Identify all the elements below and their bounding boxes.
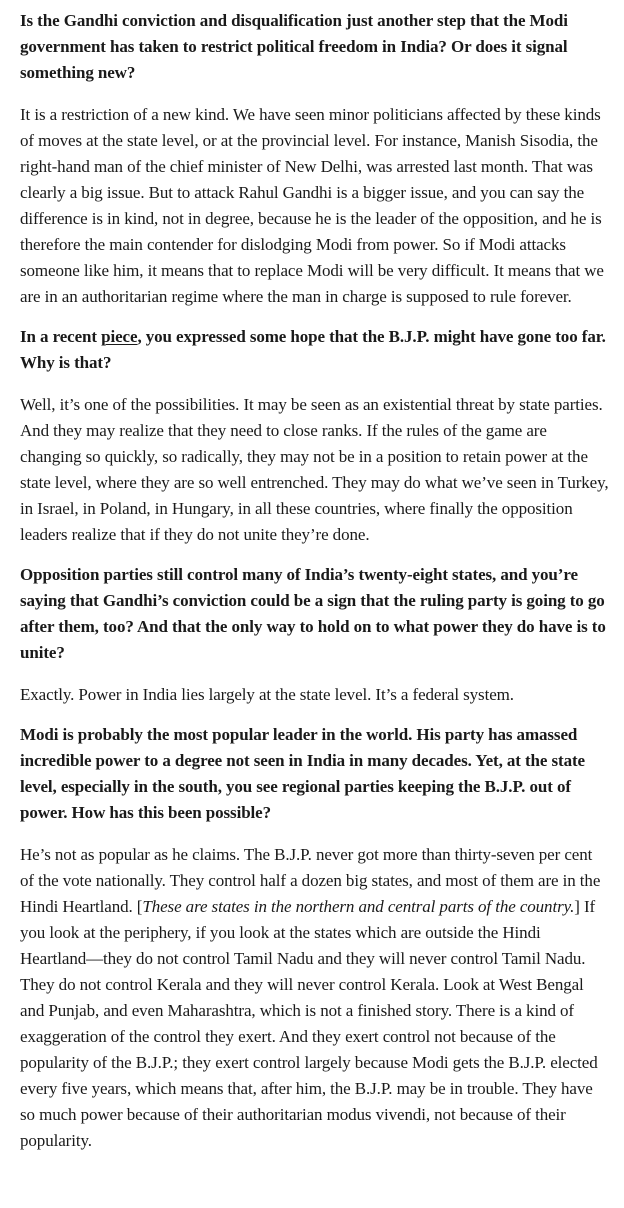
answer-4-text-end: ] If you look at the periphery, if you look at the states which are outside the Hindi Heartland—they do not control Tamil Nadu and they will never control Tamil Nadu. They do not control Kerala and they will never control Kerala. Look at West Bengal and Punjab, and even Maharashtra, which is not a finished story. There is a kind of exaggeration of the control they exert. And they exert control not because of the popularity of the B.J.P.; they exert control largely because Modi gets the B.J.P. elected every five years, which means that, after him, the B.J.P. may be in trouble. They have so much power because of their authoritarian modus vivendi, not because of their popularity. bbox=[20, 897, 598, 1150]
piece-link[interactable]: piece bbox=[101, 327, 138, 346]
interview-question-3: Opposition parties still control many of India’s twenty-eight states, and you’re saying that Gandhi’s conviction could be a sign that the ruling party is going to go after them, too? And that the only way to hold on to what power they do have is to unite? bbox=[20, 565, 606, 662]
question-2-text-start: In a recent bbox=[20, 327, 102, 346]
interview-answer-2: Well, it’s one of the possibilities. It may be seen as an existential threat by state parties. And they may realize that they need to close ranks. If the rules of the game are changing so quickly, so radically, they may not be in a position to retain power at the state level, where they are so well entrenched. They may do what we’ve seen in Turkey, in Israel, in Poland, in Hungary, in all these countries, where finally the opposition leaders realize that if they do not unite they’re done. bbox=[20, 395, 609, 544]
editorial-note: These are states in the northern and central parts of the country. bbox=[142, 897, 575, 916]
interview-question-2 bbox=[20, 324, 610, 376]
answer-4-text-start: He’s not as popular as he claims. The B.J.P. never got more than thirty-seven per cent of the vote nationally. They control half a dozen big states, and most of them are in the Hindi Heartland. [ bbox=[20, 845, 601, 916]
interview-answer-3: Exactly. Power in India lies largely at the state level. It’s a federal system. bbox=[20, 685, 514, 704]
interview-answer-1: It is a restriction of a new kind. We have seen minor politicians affected by these kinds of moves at the state level, or at the provincial level. For instance, Manish Sisodia, the right-hand man of the chief minister of New Delhi, was arrested last month. That was clearly a big issue. But to attack Rahul Gandhi is a bigger issue, and you can say the difference is in kind, not in degree, because he is the leader of the opposition, and he is therefore the main contender for dislodging Modi from power. So if Modi attacks someone like him, it means that to replace Modi will be very difficult. It means that we are in an authoritarian regime where the man in charge is supposed to rule forever. bbox=[20, 105, 604, 306]
question-2-text-end: , you expressed some hope that the B.J.P. might have gone too far. Why is that? bbox=[20, 327, 606, 372]
interview-answer-4 bbox=[20, 842, 610, 1154]
interview-question-4: Modi is probably the most popular leader in the world. His party has amassed incredible power to a degree not seen in India in many decades. Yet, at the state level, especially in the south, you see regional parties keeping the B.J.P. out of power. How has this been possible? bbox=[20, 725, 585, 822]
interview-question-1: Is the Gandhi conviction and disqualification just another step that the Modi government has taken to restrict political freedom in India? Or does it signal something new? bbox=[20, 11, 568, 82]
